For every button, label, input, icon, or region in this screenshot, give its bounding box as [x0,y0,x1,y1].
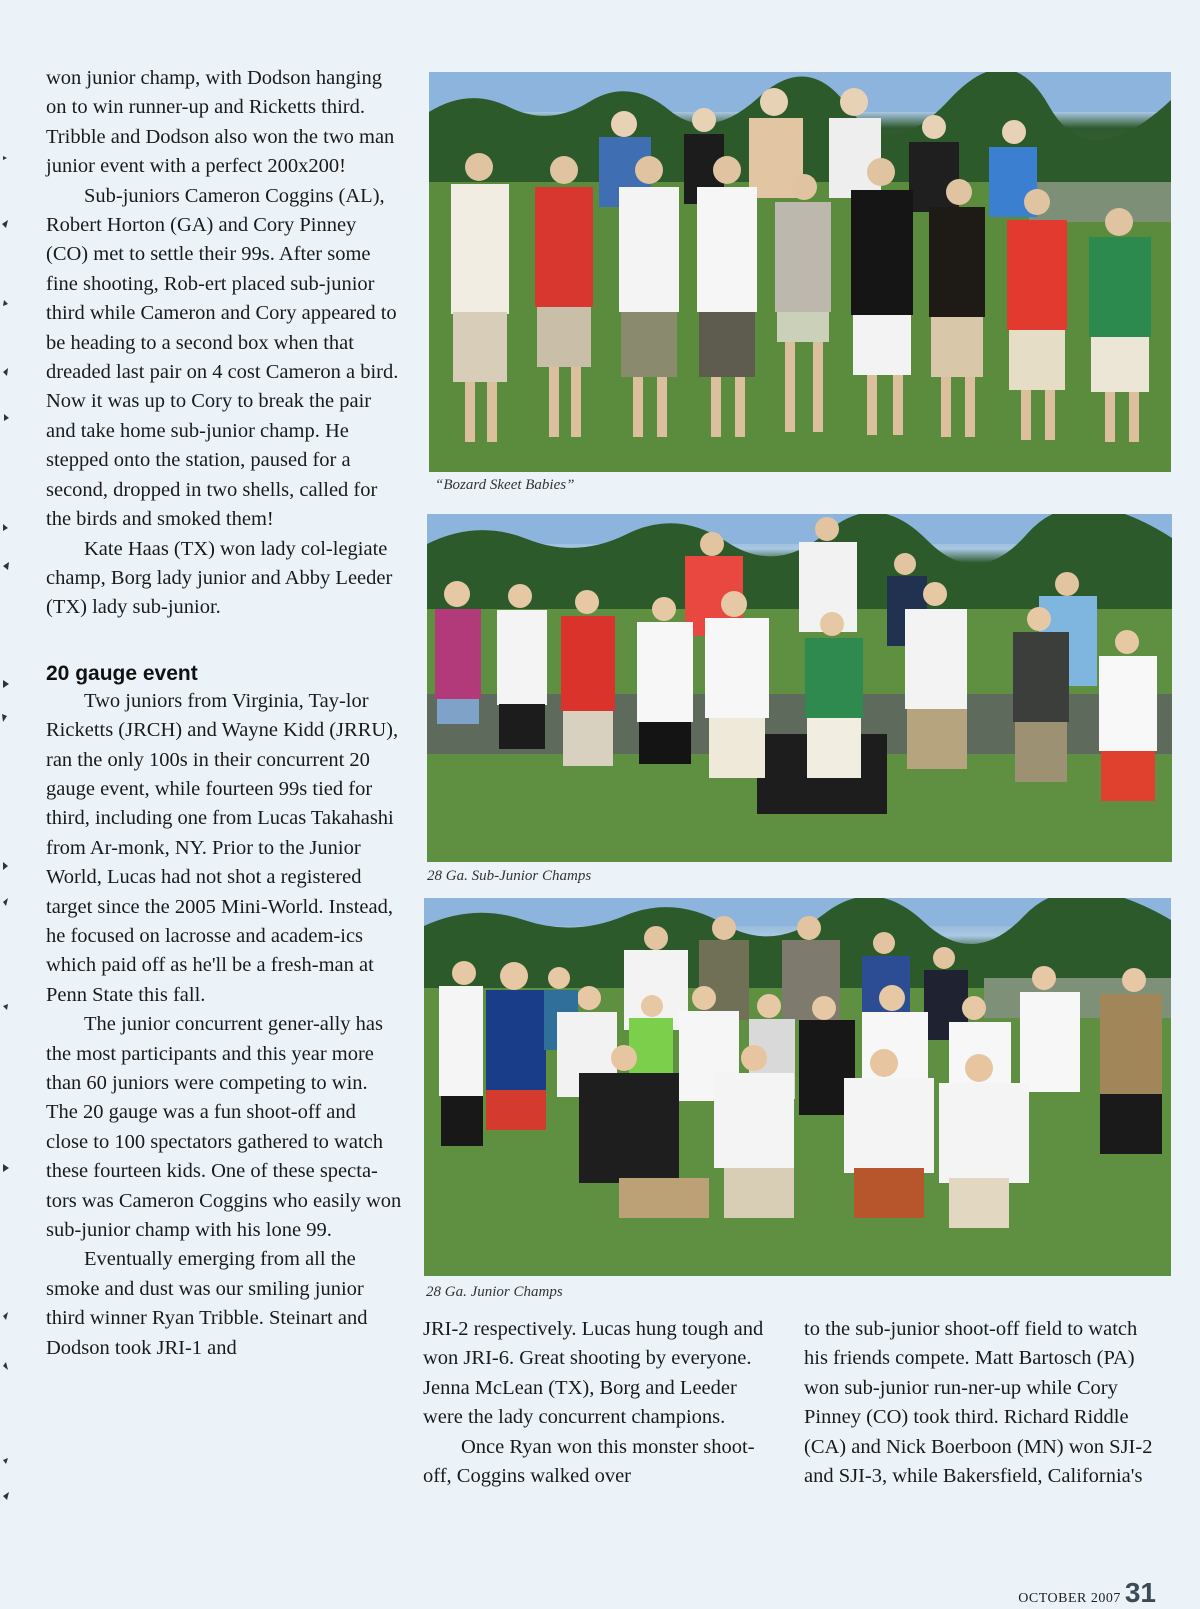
group-photo-bozard [429,72,1171,472]
article-paragraph: Sub-juniors Cameron Coggins (AL), Robert Horton (GA) and Cory Pinney (CO) met to settle their 99s. After some fine shooting, Rob-ert placed sub-junior third while Cameron and Cory appeared to be heading to a second box when that dreaded last pair on 4 cost Cameron a bird. Now it was up to Cory to break the pair and take home sub-junior champ. He stepped onto the station, paused for a second, dropped in two shells, called for the birds and smoked them! [46,184,399,531]
article-paragraph: Once Ryan won this monster shoot-off, Coggins walked over [423,1435,755,1488]
section-heading: 20 gauge event [46,661,198,685]
article-paragraph: won junior champ, with Dodson hanging on to win runner-up and Ricketts third. Tribble and Dodson also won the two man junior event with a perfect 200x200! [46,67,395,178]
article-paragraph: JRI-2 respectively. Lucas hung tough and won JRI-6. Great shooting by everyone. Jenna McLean (TX), Borg and Leeder were the lady concurrent champions. [423,1318,764,1429]
group-photo-sub-junior-champs [427,514,1172,862]
page-number: 31 [1124,1577,1156,1608]
photo-caption: “Bozard Skeet Babies” [435,477,575,493]
article-paragraph: Eventually emerging from all the smoke and dust was our smiling junior third winner Ryan Tribble. Steinart and Dodson took JRI-1 and [46,1248,368,1359]
left-text-column [46,64,402,1363]
group-photo-junior-champs [424,898,1171,1276]
article-paragraph: The junior concurrent gener-ally has the most participants and this year more than 60 juniors were competing to win. The 20 gauge was a fun shoot-off and close to 100 spectators gathered to watch these fourteen kids. One of these specta-tors was Cameron Coggins who easily won sub-junior champ with his lone 99. [46,1013,402,1242]
issue-date: OCTOBER 2007 [1018,1591,1121,1606]
photo-caption: 28 Ga. Junior Champs [426,1284,563,1300]
article-paragraph: to the sub-junior shoot-off field to watch his friends compete. Matt Bartosch (PA) won sub-junior run-ner-up while Cory Pinney (CO) took third. Richard Riddle (CA) and Nick Boerboon (MN) won SJI-2 and SJI-3, while Bakersfield, California's [804,1318,1153,1488]
page-folio [1018,1577,1156,1609]
binding-edge-marks [0,0,12,1604]
article-paragraph: Kate Haas (TX) won lady col-legiate champ, Borg lady junior and Abby Leeder (TX) lady sub-junior. [46,537,393,619]
article-paragraph: Two juniors from Virginia, Tay-lor Ricketts (JRCH) and Wayne Kidd (JRRU), ran the only 100s in their concurrent 20 gauge event, while fourteen 99s tied for third, including one from Lucas Takahashi from Ar-monk, NY. Prior to the Junior World, Lucas had not shot a registered target since the 2005 Mini-World. Instead, he focused on lacrosse and academ-ics which paid off as he'll be a fresh-man at Penn State this fall. [46,689,399,1006]
photo-caption: 28 Ga. Sub-Junior Champs [427,868,592,884]
right-text-column [804,1315,1164,1491]
middle-text-column [423,1315,779,1491]
